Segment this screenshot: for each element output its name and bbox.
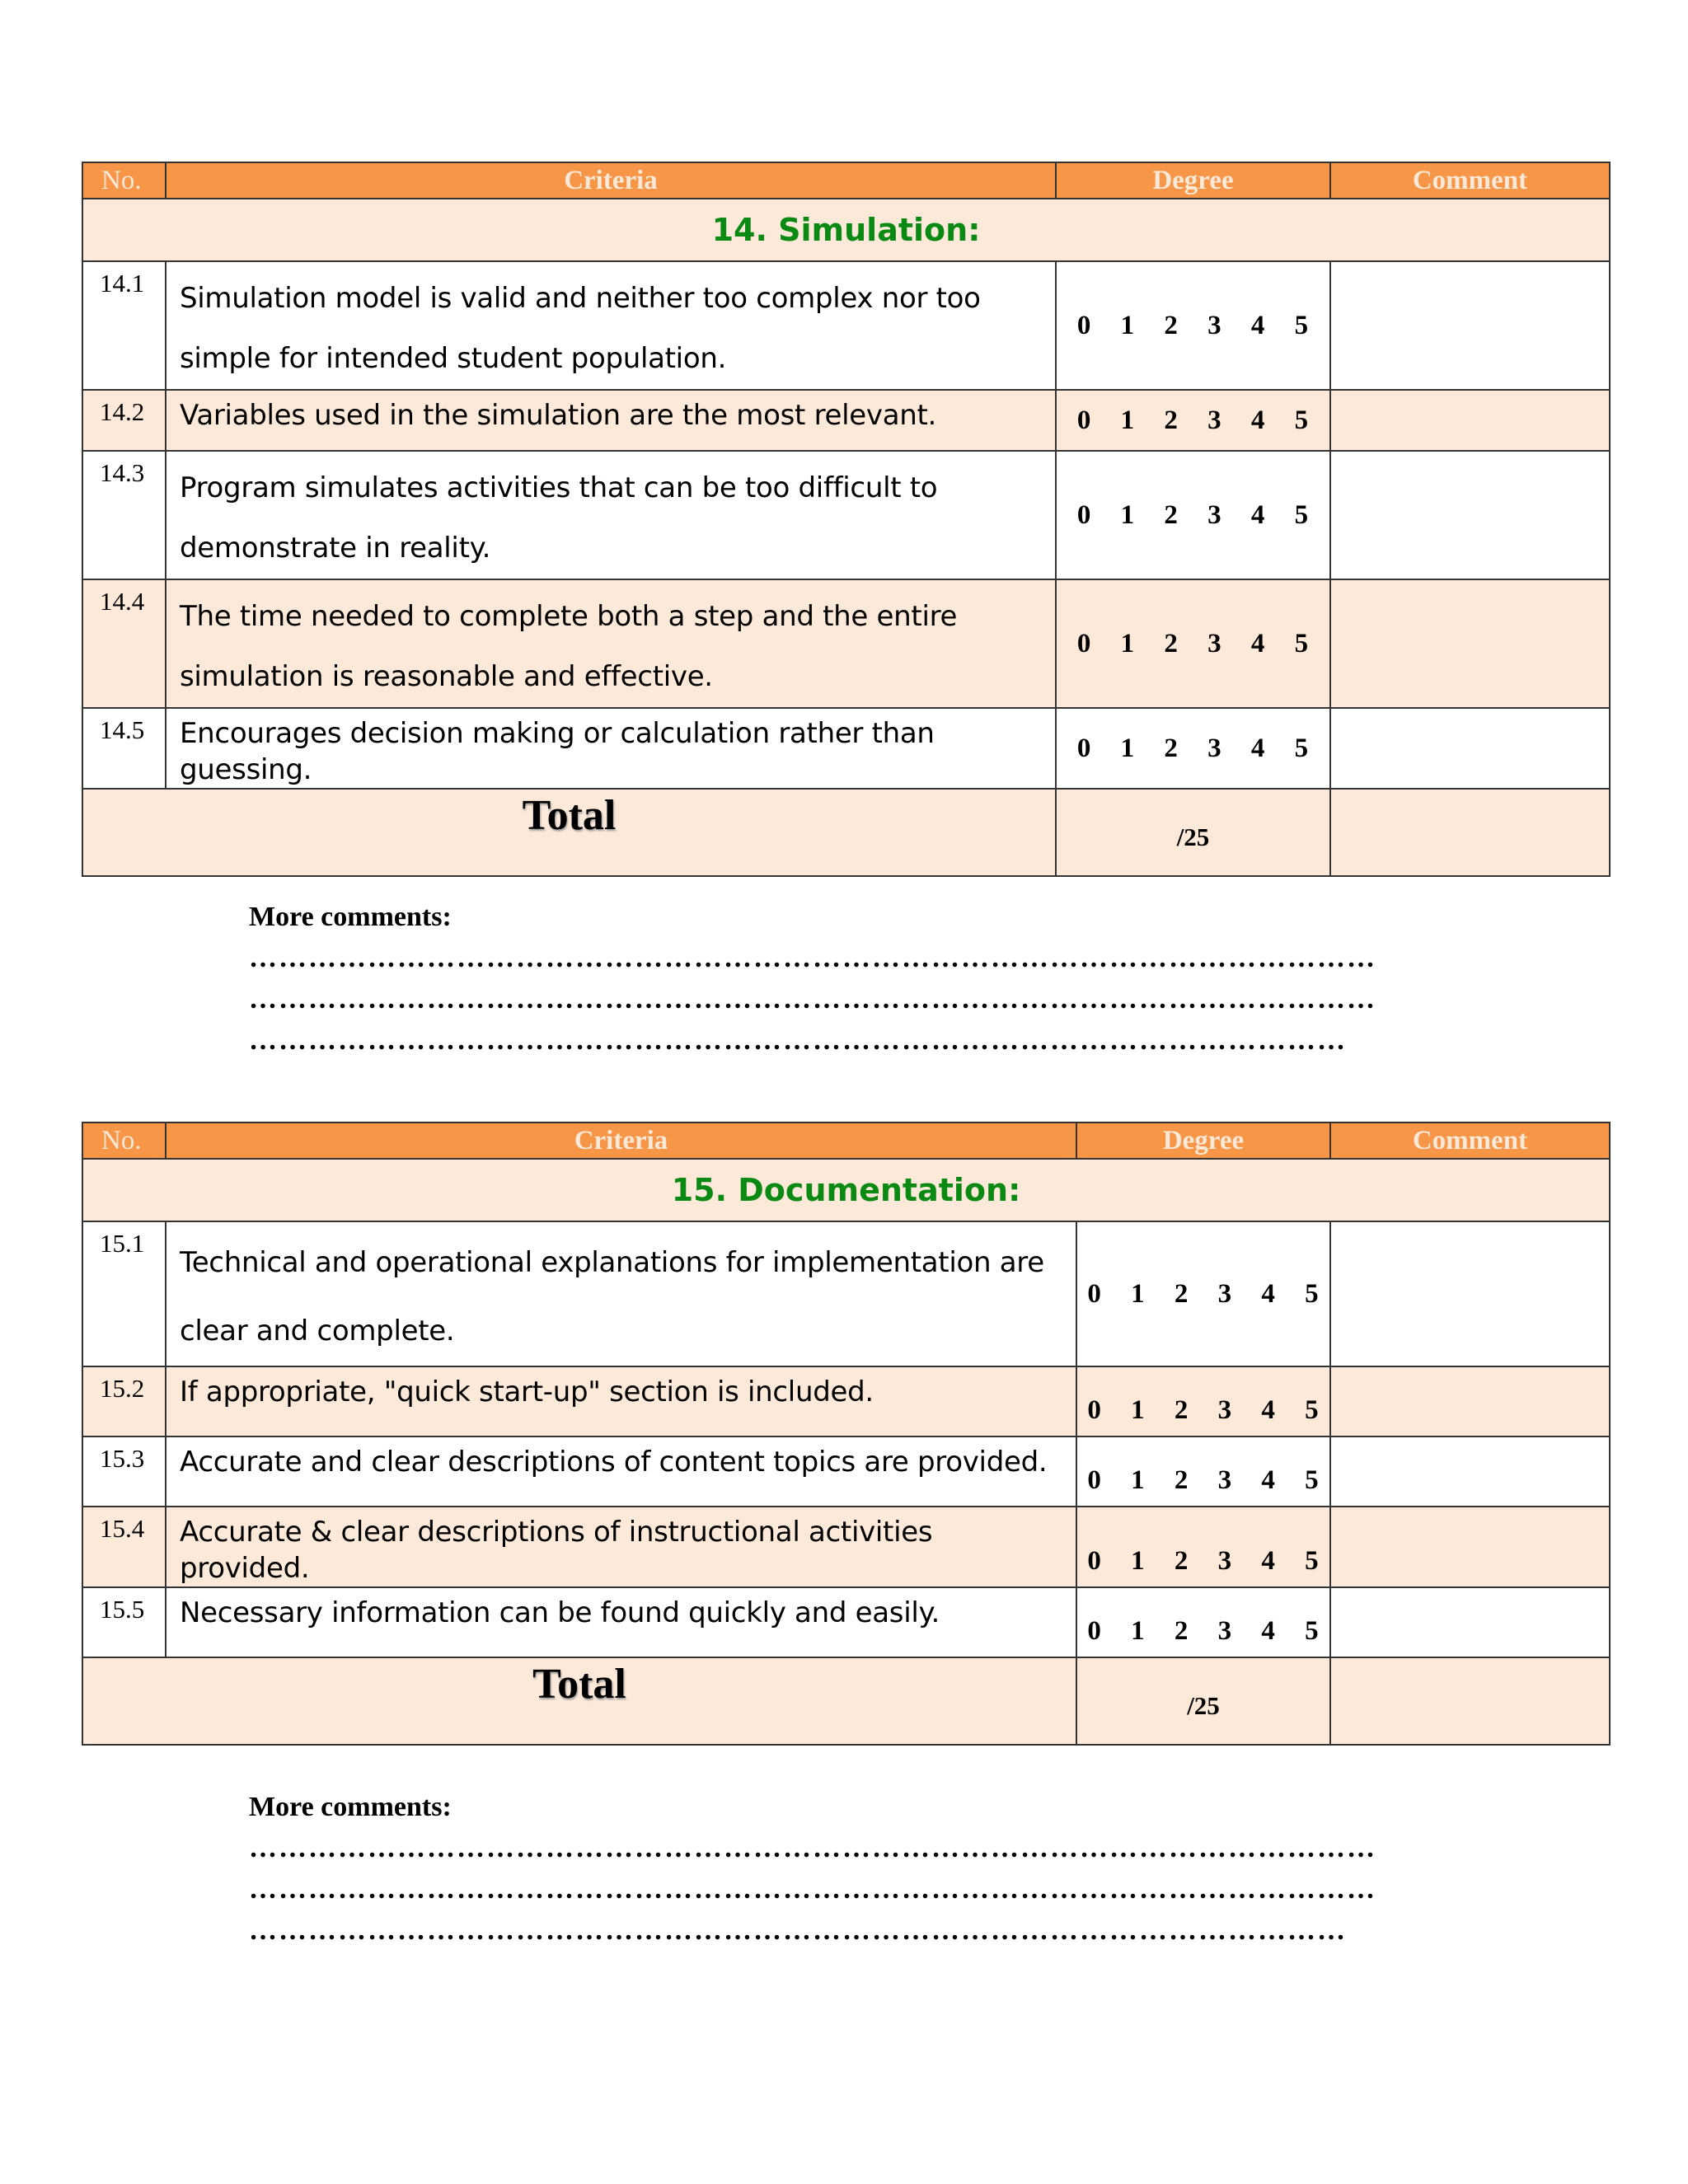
header-no: No. bbox=[82, 1122, 166, 1159]
table-row bbox=[82, 1366, 1610, 1436]
row-criteria: Necessary information can be found quickly and easily. bbox=[166, 1587, 1076, 1657]
comment-line[interactable]: ………………………………………………………………………………………………… bbox=[249, 1915, 1347, 1946]
comment-line[interactable]: …………………………………………………………………………………………………… bbox=[249, 984, 1376, 1015]
degree-scale[interactable]: 0 1 2 3 4 5 bbox=[1056, 451, 1330, 579]
table-row bbox=[82, 261, 1610, 390]
row-criteria: Technical and operational explanations for implementation are clear and complete. bbox=[166, 1221, 1076, 1366]
row-number: 15.4 bbox=[82, 1507, 166, 1587]
more-comments-block bbox=[249, 1787, 1436, 1952]
row-number: 14.2 bbox=[82, 390, 166, 451]
total-row bbox=[82, 789, 1610, 876]
degree-scale[interactable]: 0 1 2 3 4 5 bbox=[1056, 390, 1330, 451]
total-value[interactable]: /25 bbox=[1056, 789, 1330, 876]
row-criteria: Accurate & clear descriptions of instructional activities provided. bbox=[166, 1507, 1076, 1587]
degree-scale[interactable]: 0 1 2 3 4 5 bbox=[1076, 1366, 1330, 1436]
section-title-row bbox=[82, 1159, 1610, 1221]
row-criteria: Accurate and clear descriptions of content topics are provided. bbox=[166, 1436, 1076, 1507]
table-row bbox=[82, 451, 1610, 579]
row-number: 15.3 bbox=[82, 1436, 166, 1507]
table-row bbox=[82, 1587, 1610, 1657]
row-criteria: Simulation model is valid and neither too complex nor too simple for intended student population. bbox=[166, 261, 1056, 390]
total-value[interactable]: /25 bbox=[1076, 1657, 1330, 1745]
comment-cell[interactable] bbox=[1330, 1366, 1610, 1436]
row-number: 15.1 bbox=[82, 1221, 166, 1366]
header-comment: Comment bbox=[1330, 1122, 1610, 1159]
degree-scale[interactable]: 0 1 2 3 4 5 bbox=[1056, 579, 1330, 708]
section-title-row bbox=[82, 199, 1610, 261]
comment-line[interactable]: …………………………………………………………………………………………………… bbox=[249, 943, 1376, 973]
more-comments-block bbox=[249, 897, 1436, 1062]
degree-scale[interactable]: 0 1 2 3 4 5 bbox=[1076, 1587, 1330, 1657]
row-number: 15.2 bbox=[82, 1366, 166, 1436]
comment-cell[interactable] bbox=[1330, 451, 1610, 579]
comment-cell[interactable] bbox=[1330, 579, 1610, 708]
row-number: 14.4 bbox=[82, 579, 166, 708]
row-number: 15.5 bbox=[82, 1587, 166, 1657]
comment-cell[interactable] bbox=[1330, 1221, 1610, 1366]
comment-cell[interactable] bbox=[1330, 261, 1610, 390]
section-title: 14. Simulation: bbox=[82, 199, 1610, 261]
row-criteria: Program simulates activities that can be too difficult to demonstrate in reality. bbox=[166, 451, 1056, 579]
header-degree: Degree bbox=[1076, 1122, 1330, 1159]
comment-line[interactable]: …………………………………………………………………………………………………… bbox=[249, 1833, 1376, 1863]
header-no: No. bbox=[82, 162, 166, 199]
total-comment-cell[interactable] bbox=[1330, 789, 1610, 876]
total-label: Total bbox=[82, 1657, 1076, 1745]
comment-cell[interactable] bbox=[1330, 390, 1610, 451]
total-label: Total bbox=[82, 789, 1056, 876]
header-criteria: Criteria bbox=[166, 1122, 1076, 1159]
comment-cell[interactable] bbox=[1330, 708, 1610, 789]
documentation-table bbox=[82, 1122, 1611, 1746]
comment-line[interactable]: …………………………………………………………………………………………………… bbox=[249, 1874, 1376, 1905]
row-number: 14.1 bbox=[82, 261, 166, 390]
table-row bbox=[82, 708, 1610, 789]
row-number: 14.5 bbox=[82, 708, 166, 789]
degree-scale[interactable]: 0 1 2 3 4 5 bbox=[1076, 1507, 1330, 1587]
degree-scale[interactable]: 0 1 2 3 4 5 bbox=[1076, 1221, 1330, 1366]
table-row bbox=[82, 1507, 1610, 1587]
row-criteria: The time needed to complete both a step and the entire simulation is reasonable and effective. bbox=[166, 579, 1056, 708]
header-criteria: Criteria bbox=[166, 162, 1056, 199]
table-row bbox=[82, 1436, 1610, 1507]
header-degree: Degree bbox=[1056, 162, 1330, 199]
table-row bbox=[82, 579, 1610, 708]
table-header bbox=[82, 162, 1610, 199]
more-comments-label: More comments: bbox=[249, 902, 452, 932]
comment-line[interactable]: ………………………………………………………………………………………………… bbox=[249, 1025, 1347, 1056]
degree-scale[interactable]: 0 1 2 3 4 5 bbox=[1076, 1436, 1330, 1507]
row-criteria: Variables used in the simulation are the most relevant. bbox=[166, 390, 1056, 451]
header-comment: Comment bbox=[1330, 162, 1610, 199]
table-row bbox=[82, 1221, 1610, 1366]
row-number: 14.3 bbox=[82, 451, 166, 579]
comment-cell[interactable] bbox=[1330, 1507, 1610, 1587]
degree-scale[interactable]: 0 1 2 3 4 5 bbox=[1056, 261, 1330, 390]
table-row bbox=[82, 390, 1610, 451]
row-criteria: Encourages decision making or calculation rather than guessing. bbox=[166, 708, 1056, 789]
total-row bbox=[82, 1657, 1610, 1745]
more-comments-label: More comments: bbox=[249, 1792, 452, 1822]
comment-cell[interactable] bbox=[1330, 1436, 1610, 1507]
comment-cell[interactable] bbox=[1330, 1587, 1610, 1657]
table-header bbox=[82, 1122, 1610, 1159]
simulation-table bbox=[82, 162, 1611, 877]
section-title: 15. Documentation: bbox=[82, 1159, 1610, 1221]
total-comment-cell[interactable] bbox=[1330, 1657, 1610, 1745]
row-criteria: If appropriate, "quick start-up" section is included. bbox=[166, 1366, 1076, 1436]
degree-scale[interactable]: 0 1 2 3 4 5 bbox=[1056, 708, 1330, 789]
